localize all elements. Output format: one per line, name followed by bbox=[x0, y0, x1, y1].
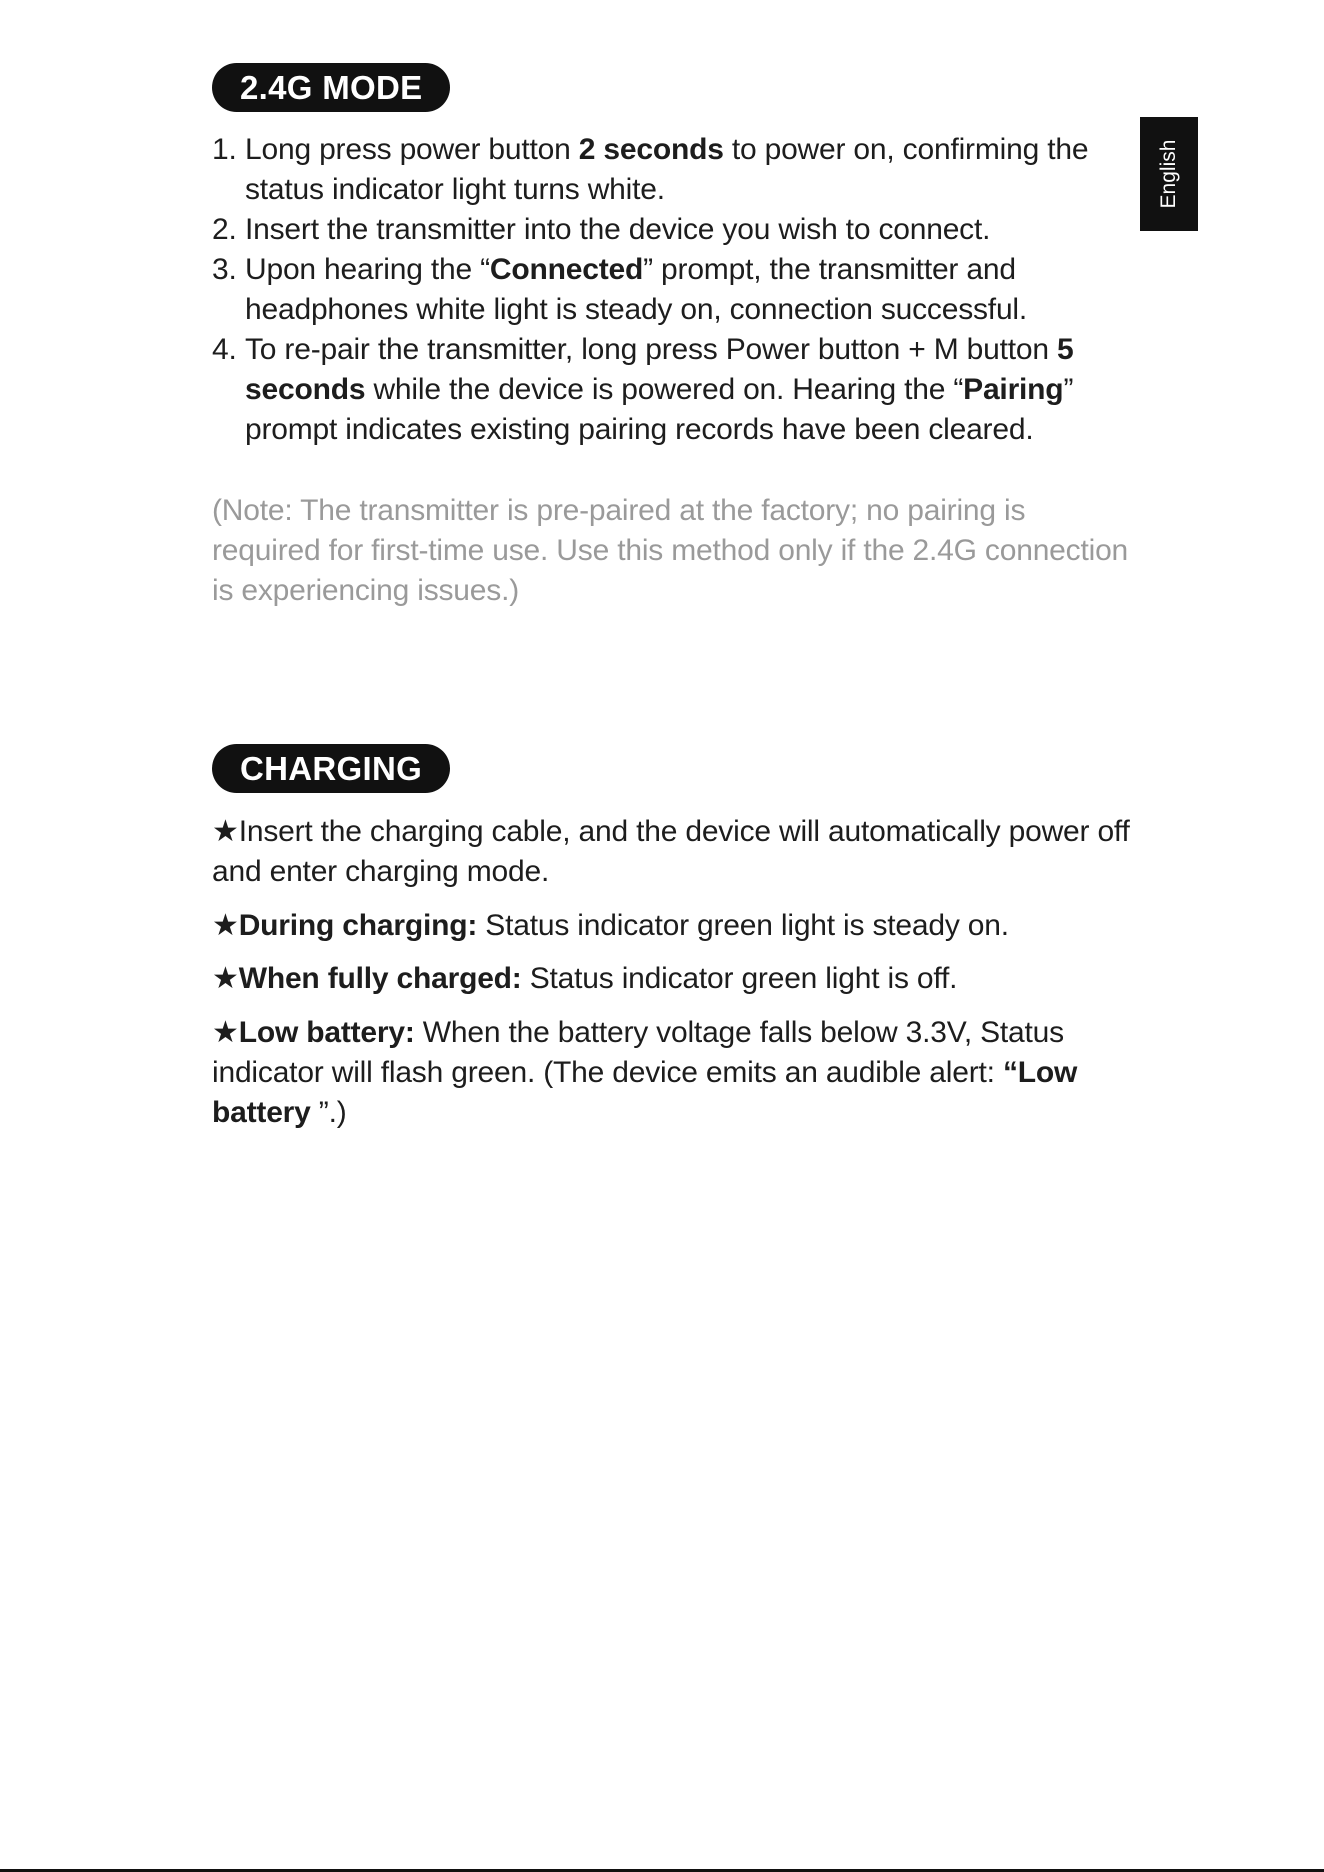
step-emphasis: Pairing bbox=[963, 373, 1064, 406]
list-item bbox=[212, 250, 1132, 330]
step-text: Insert the transmitter into the device you wish to connect. bbox=[245, 213, 991, 246]
language-tab bbox=[1140, 117, 1198, 231]
pairing-steps-list bbox=[212, 130, 1132, 450]
star-icon: ★ bbox=[212, 962, 239, 995]
charging-bullet-during-charging bbox=[212, 906, 1132, 946]
step-text: to power on, confirming the status indicator light turns white. bbox=[245, 133, 1089, 206]
step-text: ” prompt indicates existing pairing records have been cleared. bbox=[245, 373, 1074, 446]
charging-bullet-insert-cable bbox=[212, 812, 1132, 892]
star-icon: ★ bbox=[212, 909, 239, 942]
charging-bullet-low-battery bbox=[212, 1013, 1132, 1133]
bullet-text-end: ”.) bbox=[318, 1096, 347, 1129]
step-number: 2. bbox=[212, 213, 237, 246]
step-number: 4. bbox=[212, 333, 237, 366]
step-emphasis: 2 seconds bbox=[578, 133, 724, 166]
charging-bullet-fully-charged bbox=[212, 959, 1132, 999]
bullet-text: Insert the charging cable, and the device will automatically power off and enter charging mode. bbox=[212, 815, 1130, 888]
step-text: while the device is powered on. Hearing the “ bbox=[365, 373, 964, 406]
section-title-24g-mode: 2.4G MODE bbox=[212, 63, 450, 112]
step-emphasis: Connected bbox=[489, 253, 644, 286]
step-number: 3. bbox=[212, 253, 237, 286]
step-text: ” prompt, the transmitter and headphones white light is steady on, connection successful. bbox=[245, 253, 1028, 326]
list-item bbox=[212, 210, 1132, 250]
step-number: 1. bbox=[212, 133, 237, 166]
language-tab-label: English bbox=[1157, 139, 1180, 209]
star-icon: ★ bbox=[212, 1016, 239, 1049]
factory-pairing-note: (Note: The transmitter is pre-paired at the factory; no pairing is required for first-time use. Use this method only if the 2.4G connection is experiencing issues.) bbox=[212, 494, 1129, 607]
bullet-text: Status indicator green light is off. bbox=[521, 962, 958, 995]
step-emphasis: 5 seconds bbox=[245, 333, 1074, 406]
bullet-label: During charging: bbox=[238, 909, 478, 942]
step-text: To re-pair the transmitter, long press Power button + M button bbox=[245, 333, 1057, 366]
list-item bbox=[212, 130, 1132, 210]
bullet-text: Status indicator green light is steady on. bbox=[477, 909, 1009, 942]
section-title-charging: CHARGING bbox=[212, 744, 450, 793]
bullet-label: When fully charged: bbox=[238, 962, 522, 995]
list-item bbox=[212, 330, 1132, 450]
step-text: Upon hearing the “ bbox=[245, 253, 490, 286]
star-icon: ★ bbox=[212, 815, 239, 848]
step-text: Long press power button bbox=[245, 133, 579, 166]
low-battery-alert-text: “Low battery bbox=[212, 1056, 1078, 1129]
bullet-text: When the battery voltage falls below 3.3V, Status indicator will flash green. (The device emits an audible alert: bbox=[212, 1016, 1064, 1089]
bullet-label: Low battery: bbox=[238, 1016, 415, 1049]
